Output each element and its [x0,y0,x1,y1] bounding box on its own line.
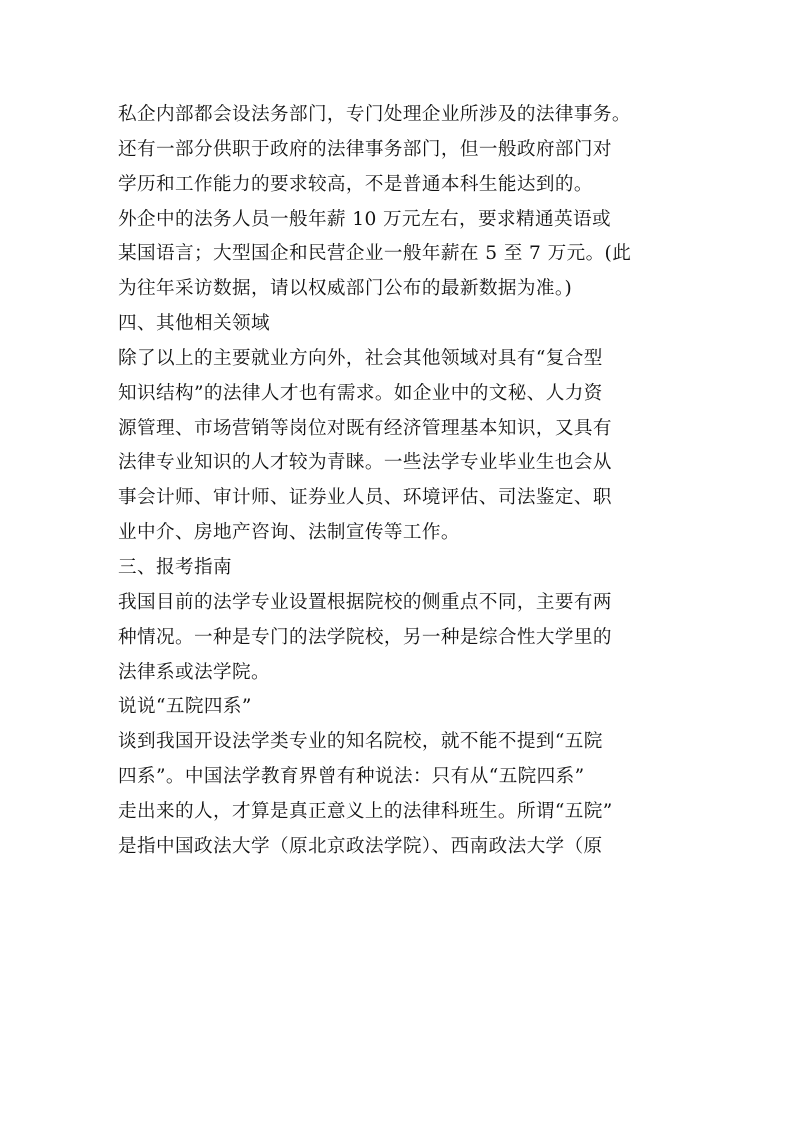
text-line: 我国目前的法学专业设置根据院校的侧重点不同，主要有两 [118,591,612,613]
text-line: 除了以上的主要就业方向外，社会其他领域对具有“复合型 [118,347,603,369]
text-line: 某国语言；大型国企和民营企业一般年薪在 5 至 7 万元。(此 [118,243,632,265]
text-line: 是指中国政法大学（原北京政法学院）、西南政法大学（原 [118,835,603,857]
text-line: 源管理、市场营销等岗位对既有经济管理基本知识，又具有 [118,417,612,439]
section-heading: 四、其他相关领域 [118,313,270,335]
text-line: 走出来的人，才算是真正意义上的法律科班生。所谓“五院” [118,800,613,822]
section-heading: 三、报考指南 [118,556,232,578]
text-line: 法律系或法学院。 [118,661,270,683]
text-line: 事会计师、审计师、证券业人员、环境评估、司法鉴定、职 [118,487,612,509]
text-line: 法律专业知识的人才较为青睐。一些法学专业毕业生也会从 [118,452,612,474]
text-line: 为往年采访数据，请以权威部门公布的最新数据为准。) [118,278,573,300]
text-line: 谈到我国开设法学类专业的知名院校，就不能不提到“五院 [118,731,603,753]
document-page [118,98,688,865]
text-line: 学历和工作能力的要求较高，不是普通本科生能达到的。 [118,173,593,195]
subsection-heading: 说说“五院四系” [118,696,252,718]
text-line: 还有一部分供职于政府的法律事务部门，但一般政府部门对 [118,138,612,160]
text-line: 知识结构”的法律人才也有需求。如企业中的文秘、人力资 [118,382,603,404]
text-line: 种情况。一种是专门的法学院校，另一种是综合性大学里的 [118,626,612,648]
text-line: 业中介、房地产咨询、法制宣传等工作。 [118,522,460,544]
text-line: 四系”。中国法学教育界曾有种说法：只有从“五院四系” [118,766,585,788]
text-line: 私企内部都会设法务部门，专门处理企业所涉及的法律事务。 [118,104,631,125]
text-line: 外企中的法务人员一般年薪 10 万元左右，要求精通英语或 [118,208,611,230]
